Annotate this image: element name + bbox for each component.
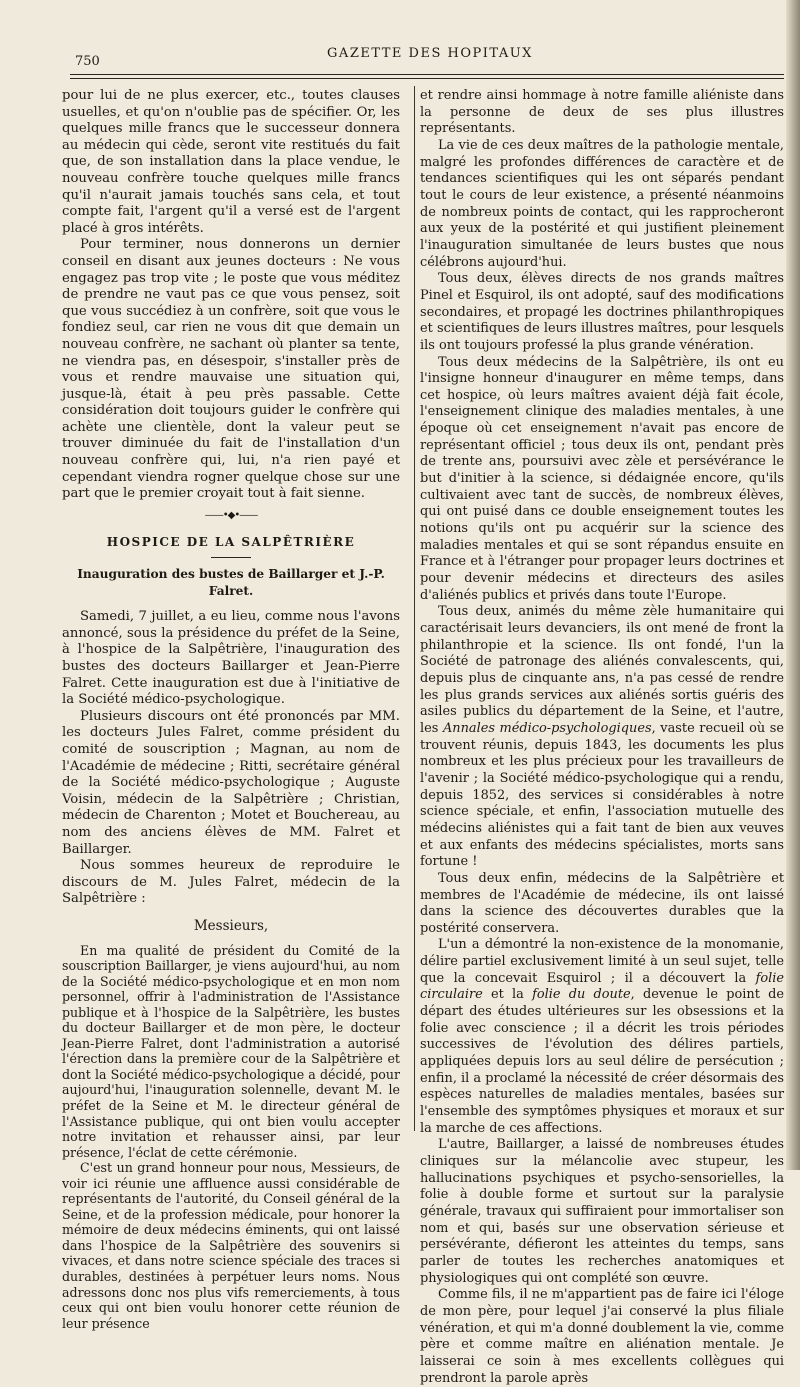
ornament-divider: ——•◆•—— [204,509,258,521]
journal-title: Annales médico-psychologiques [442,720,652,736]
header-rule-thin [70,78,784,79]
header-rule [70,74,784,75]
right-column [420,88,784,1387]
title-rule [211,557,251,558]
paragraph: La vie de ces deux maîtres de la pathologie mentale, malgré les profondes différences de caractère et de tendances scientifiques qui les ont séparés pendant tout le cours de leur existence, a présenté néanmoins de nombreux points de contact, qui les rapprocheront aux yeux de la postérité et qui justifient pleinement l'inauguration simultanée de leurs bustes que nous célébrons aujourd'hui. [420,137,784,270]
paragraph [420,604,784,871]
page-header [70,44,790,74]
paragraph: Tous deux, élèves directs de nos grands maîtres Pinel et Esquirol, ils ont adopté, sauf des modifications secondaires, et propagé les doctrines philanthropiques et scientifiques de leurs illustres maîtres, pour lesquels ils ont toujours professé la plus grande vénération. [420,271,784,353]
page-number: 750 [75,54,100,69]
paragraph: et rendre ainsi hommage à notre famille aliéniste dans la personne de deux de ses plus illustres représentants. [420,88,784,137]
speech-text [62,943,400,1332]
section-title: HOSPICE DE LA SALPÊTRIÈRE [106,535,356,550]
paragraph [420,937,784,1137]
text-run: et la [482,987,533,1003]
paragraph: Plusieurs discours ont été prononcés par MM. les docteurs Jules Falret, comme président du comité de souscription ; Magnan, au nom de l'Académie de médecine ; Ritti, secrétaire général de la Société médico-psychologique ; Auguste Voisin, médecin de la Salpêtrière ; Christian, médecin de Charenton ; Motet et Bouchereau, au nom des anciens élèves de MM. Falret et Baillarger. [62,708,400,857]
text-run: Tous deux, animés du même zèle humanitaire qui caractérisait leurs devanciers, ils ont mené de front la philanthropie et la science. Ils ont fondé, l'un la Société de patronage des aliénés convalescents, qui, depuis plus de cinquante ans, n'a pas cessé de rendre les plus grands services aux aliénés sortis guéris des asiles publics du département de la Seine, et l'autre, les [420,604,784,736]
term-italic: folie circulaire [420,970,784,1003]
paragraph: Samedi, 7 juillet, a eu lieu, comme nous l'avons annoncé, sous la présidence du préfet de la Seine, à l'hospice de la Salpêtrière, l'inauguration des bustes des docteurs Baillarger et Jean-Pierre Falret. Cette inauguration est due à l'initiative de la Société médico-psychologique. [62,609,400,708]
paragraph: C'est un grand honneur pour nous, Messieurs, de voir ici réunie une affluence aussi considérable de représentants de l'autorité, du Conseil général de la Seine, et de la profession médicale, pour honorer la mémoire de deux médecins éminents, qui ont laissé dans l'hospice de la Salpêtrière des souvenirs si vivaces, et dans notre science spéciale des traces si durables, destinées à perpétuer leurs noms. Nous adressons donc nos plus vifs remerciements, à tous ceux qui ont bien voulu honorer cette réunion de leur présence [62,1160,400,1331]
paragraph: L'autre, Baillarger, a laissé de nombreuses études cliniques sur la mélancolie avec stupeur, les hallucinations psychiques et psycho-sensorielles, la folie à double forme et surtout sur la paralysie générale, travaux qui suffiraient pour immortaliser son nom et qui, basés sur une observation sérieuse et persévérante, défieront les atteintes du temps, sans parler de toutes les recherches anatomiques et physiologiques qui ont complété son œuvre. [420,1137,784,1286]
paragraph: Pour terminer, nous donnerons un dernier conseil en disant aux jeunes docteurs : Ne vous engagez pas trop vite ; le poste que vous méditez de prendre ne vaut pas ce que vous pensez, soit que vous succédiez à un confrère, soit que vous le fondiez seul, car rien ne vous dit que demain un nouveau confrère, ne sachant où planter sa tente, ne viendra pas, en désespoir, s'installer près de vous et rendre mauvaise une situation qui, jusque-là, était à peu près passable. Cette considération doit toujours guider le confrère qui achète une clientèle, dont la valeur peut se trouver diminuée du fait de l'installation d'un nouveau confrère qui, lui, n'a rien payé et cependant viendra rogner quelque chose sur une part que le premier croyait tout à fait sienne. [62,237,400,502]
column-divider [414,86,415,1131]
paragraph: pour lui de ne plus exercer, etc., toutes clauses usuelles, et qu'on n'oublie pas de spécifier. Or, les quelques mille francs que le successeur donnera au médecin qui cède, seront vite restitués du fait que, de son installation dans la place vendue, le nouveau confrère touche quelques mille francs qu'il n'aurait jamais touchés sans cela, et tout compte fait, l'argent qu'il a versé est de l'argent placé à gros intérêts. [62,88,400,236]
paragraph: Tous deux enfin, médecins de la Salpêtrière et membres de l'Académie de médecine, ils ont laissé dans la science des découvertes durables que la postérité conservera. [420,870,784,936]
left-column [62,88,400,1331]
paragraph: En ma qualité de président du Comité de la souscription Baillarger, je viens aujourd'hui, au nom de la Société médico-psychologique et en mon nom personnel, offrir à l'administration de l'Assistance publique et à l'hospice de la Salpêtrière, les bustes du docteur Baillarger et de mon père, le docteur Jean-Pierre Falret, dont l'administration a autorisé l'érection dans la première cour de la Salpêtrière et dont la Société médico-psychologique a décidé, pour aujourd'hui, l'inauguration solennelle, devant M. le préfet de la Seine et M. le directeur général de l'Assistance publique, qui ont bien voulu accepter notre invitation et rehausser ainsi, par leur présence, l'éclat de cette cérémonie. [62,942,400,1160]
paragraph: Comme fils, il ne m'appartient pas de faire ici l'éloge de mon père, pour lequel j'ai conservé la plus filiale vénération, et qui m'a donné doublement la vie, comme père et comme maître en aliénation mentale. Je laisserai ce soin à mes excellents collègues qui prendront la parole après [420,1287,784,1386]
speech-salutation: Messieurs, [193,917,269,934]
term-italic: folie du doute [532,987,631,1003]
text-run: L'un a démontré la non-existence de la monomanie, délire partiel exclusivement limité à un seul sujet, telle que la concevait Esquirol ; il a découvert la [420,937,784,986]
paragraph: Nous sommes heureux de reproduire le discours de M. Jules Falret, médecin de la Salpêtrière : [62,858,400,907]
text-run: , devenue le point de départ des études ultérieures sur les obsessions et la folie avec conscience ; il a décrit les trois périodes successives de l'évolution des délires partiels, appliquées depuis lors au seul délire de persécution ; enfin, il a proclamé la nécessité de créer désormais des espèces naturelles de maladies mentales, basées sur l'ensemble des symptômes physiques et moraux et sur la marche de ces affections. [420,987,785,1136]
page-edge-shadow [786,0,800,1170]
article-subtitle: Inauguration des bustes de Baillarger et J.-P. Falret. [77,567,385,598]
running-title: GAZETTE DES HOPITAUX [327,46,533,61]
text-run: , vaste recueil où se trouvent réunis, depuis 1843, les documents les plus nombreux et les plus précieux pour les travailleurs de l'avenir ; la Société médico-psychologique qui a rendu, depuis 1852, des services si considérables à notre science spéciale, et enfin, l'association mutuelle des médecins aliénistes qui a fait tant de bien aux veuves et aux enfants des médecins spécialistes, morts sans fortune ! [420,720,785,870]
paragraph: Tous deux médecins de la Salpêtrière, ils ont eu l'insigne honneur d'inaugurer en même temps, dans cet hospice, où leurs maîtres avaient déjà fait école, l'enseignement clinique des maladies mentales, à une époque où cet enseignement n'avait pas encore de représentant officiel ; tous deux ils ont, pendant près de trente ans, poursuivi avec zèle et persévérance le but d'initier à la science, si dédaignée encore, qu'ils cultivaient avec tant de succès, de nombreux élèves, qui ont puisé dans ce double enseignement toutes les notions qu'ils ont pu acquérir sur la science des maladies mentales et qui se sont répandus ensuite en France et à l'étranger pour propager leurs doctrines et pour devenir médecins et directeurs des asiles d'aliénés publics et privés dans toute l'Europe. [420,354,784,603]
